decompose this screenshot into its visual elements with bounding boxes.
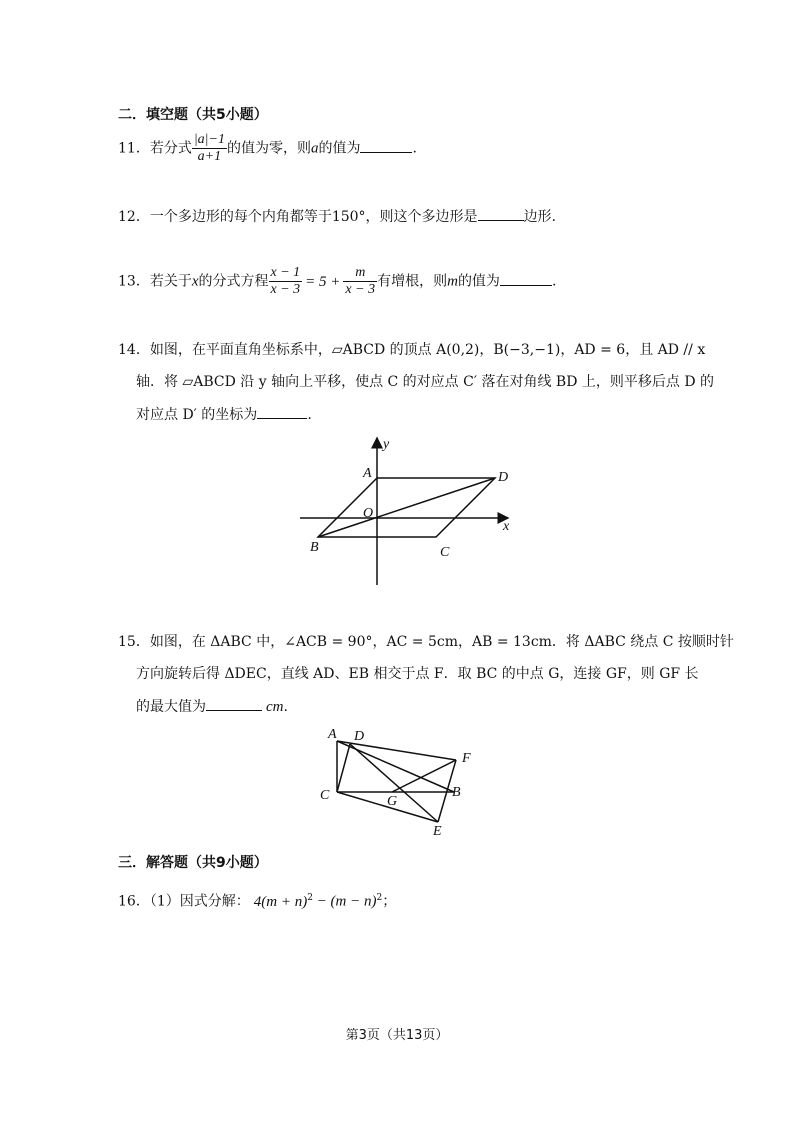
label-e: E (433, 824, 442, 839)
question-14-line-1 (118, 342, 705, 358)
question-text: 边形. (523, 209, 557, 225)
expression: 4(m + n) (253, 893, 308, 910)
question-14-line-3 (136, 406, 312, 423)
segment-gf (392, 760, 456, 792)
coordinate-diagram (290, 430, 520, 590)
fraction-numerator: m (343, 265, 377, 282)
question-number: 14． (118, 342, 150, 358)
question-text: . (412, 140, 417, 157)
question-text: . (551, 273, 557, 290)
label-d: D (498, 470, 509, 485)
section-heading-fill-in: 二．填空题（共5小题） (118, 107, 268, 123)
answer-blank[interactable] (360, 140, 412, 153)
question-number: 13． (118, 273, 150, 290)
question-number: 11． (118, 140, 150, 157)
variable: x (191, 273, 199, 290)
exponent: 2 (307, 893, 313, 903)
question-text: 如图，在平面直角坐标系中，▱ABCD 的顶点 A(0,2)，B(−3,−1)，AD = 6，且 AD // x (149, 342, 706, 358)
question-number: 16． (118, 893, 150, 910)
question-15-line-3 (136, 698, 288, 715)
answer-blank[interactable] (500, 273, 552, 286)
segment-cd (337, 744, 350, 792)
label-o: O (363, 506, 374, 521)
variable: a (310, 140, 319, 157)
question-text: 的值为 (318, 140, 361, 157)
fraction-numerator: x − 1 (270, 265, 301, 280)
fraction (269, 265, 303, 298)
label-y: y (383, 437, 390, 452)
label-x: x (503, 519, 510, 534)
question-text: 对应点 D′ 的坐标为 (136, 407, 258, 423)
fraction-denominator: a+1 (197, 149, 222, 164)
equation-part: = 5 + (305, 273, 341, 290)
fraction-denominator: x − 3 (270, 282, 301, 297)
fraction-denominator: x − 3 (345, 282, 376, 297)
page-footer: 第3页（共13页） (345, 1028, 449, 1043)
question-text: ； (382, 893, 397, 910)
label-a: A (363, 466, 372, 481)
answer-blank[interactable] (206, 698, 262, 711)
fraction (192, 132, 227, 165)
label-b: B (310, 540, 319, 555)
question-14-line-2: 轴．将 ▱ABCD 沿 y 轴向上平移，使点 C 的对应点 C′ 落在对角线 BD 上，则平移后点 D 的 (136, 374, 715, 390)
label-a: A (328, 727, 337, 742)
question-15-line-1 (118, 634, 734, 650)
section-heading-answers: 三．解答题（共9小题） (118, 855, 268, 871)
question-text: 的值为 (457, 273, 500, 290)
fraction (343, 265, 377, 298)
question-text: 的值为零，则 (226, 140, 311, 157)
diagonal-bd (318, 478, 495, 537)
label-f: F (462, 751, 471, 766)
question-text: 一个多边形的每个内角都等于150°，则这个多边形是 (149, 209, 478, 225)
question-number: 15． (118, 634, 150, 650)
question-text: 的最大值为 (136, 699, 206, 715)
question-13 (118, 265, 556, 298)
question-text: . (283, 699, 288, 715)
answer-blank[interactable] (257, 406, 307, 419)
triangle-rotation-diagram (312, 722, 482, 840)
label-c: C (320, 788, 330, 803)
question-number: 12． (118, 209, 150, 225)
variable: m (447, 273, 458, 290)
label-d: D (354, 729, 365, 744)
question-text: 若分式 (149, 140, 192, 157)
fraction-numerator: |a|−1 (193, 132, 225, 147)
question-text: . (307, 407, 312, 423)
label-b: B (452, 785, 461, 800)
unit: cm (266, 699, 284, 715)
question-15-line-2: 方向旋转后得 ΔDEC，直线 AD、EB 相交于点 F．取 BC 的中点 G，连接 GF，则 GF 长 (136, 666, 699, 682)
question-text: 有增根，则 (377, 273, 448, 290)
label-g: G (387, 794, 398, 809)
question-text: 的分式方程 (198, 273, 269, 290)
question-16 (118, 890, 396, 910)
exponent: 2 (376, 893, 383, 903)
question-text: 如图，在 ΔABC 中，∠ACB = 90°，AC = 5cm，AB = 13cm．将 ΔABC 绕点 C 按顺时针 (149, 634, 734, 650)
answer-blank[interactable] (478, 208, 524, 221)
question-text: 若关于 (149, 273, 192, 290)
question-11 (118, 132, 417, 165)
label-c: C (440, 545, 450, 560)
expression: − (m − n) (312, 893, 377, 910)
question-12 (118, 208, 556, 225)
question-text: （1）因式分解： (149, 893, 250, 910)
